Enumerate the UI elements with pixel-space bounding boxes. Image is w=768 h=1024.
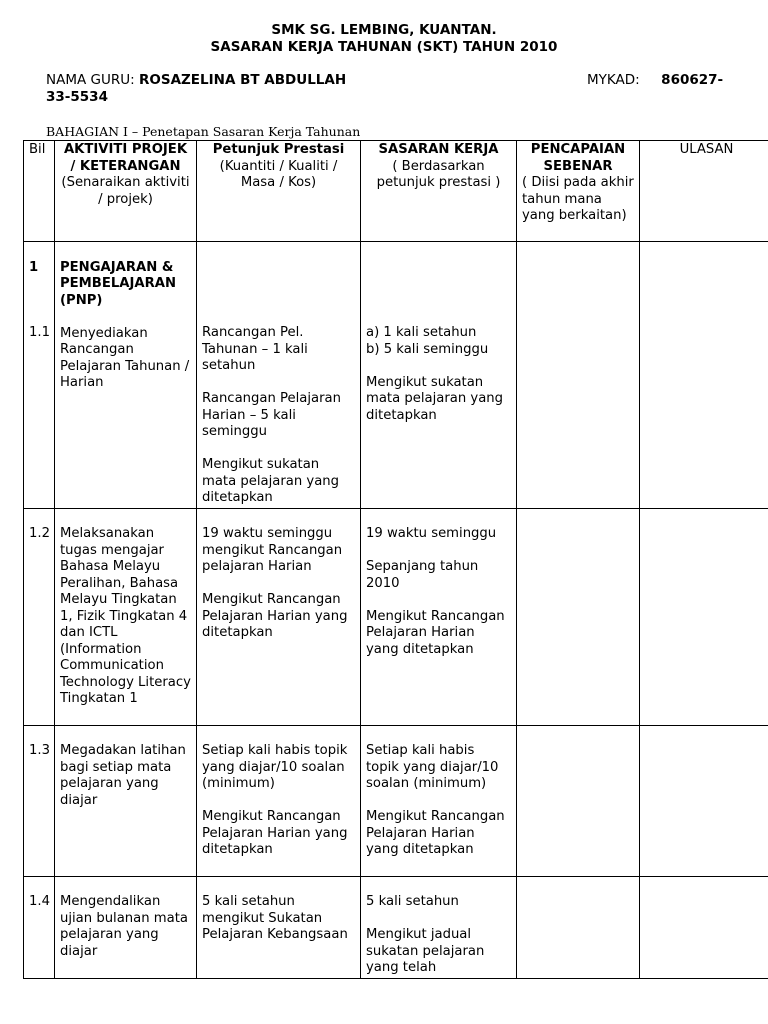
school-name: SMK SG. LEMBING, KUANTAN.	[271, 22, 497, 38]
cell-petunjuk	[197, 508, 361, 725]
document-title: SASARAN KERJA TAHUNAN (SKT) TAHUN 2010	[210, 39, 558, 55]
cell-ulasan	[640, 725, 768, 876]
petunjuk-line: 19 waktu seminggu mengikut Rancangan pelajaran Harian	[202, 526, 343, 574]
sasaran-line: Mengikut sukatan mata pelajaran yang ditetapkan	[366, 374, 504, 423]
sasaran-line: 5 kali setahun	[366, 894, 459, 909]
cell-pencapaian	[517, 242, 640, 509]
col-petunjuk	[197, 141, 361, 242]
sasaran-line: a) 1 kali setahun	[366, 325, 477, 340]
col-ulasan: ULASAN	[640, 141, 768, 242]
nama-guru-label: NAMA GURU:	[46, 72, 135, 88]
col-bil: Bil	[24, 141, 55, 242]
mykad-value: 860627-	[661, 72, 724, 88]
sasaran-line: Setiap kali habis topik yang diajar/10 soalan (minimum)	[366, 743, 499, 791]
cell-aktiviti	[55, 242, 197, 509]
row-aktiviti: Mengendalikan ujian bulanan mata pelajaran yang diajar	[60, 894, 188, 959]
sasaran-line: b) 5 kali seminggu	[366, 341, 489, 357]
cell-bil	[24, 876, 55, 978]
table-row	[24, 876, 768, 978]
col-sasaran	[361, 141, 517, 242]
row-aktiviti: Menyediakan Rancangan Pelajaran Tahunan / Harian	[60, 325, 190, 390]
table-row	[24, 508, 768, 725]
teacher-info	[46, 72, 726, 106]
sasaran-line: Mengikut Rancangan Pelajaran Harian yang ditetapkan	[366, 809, 505, 857]
row-bil: 1.4	[29, 894, 50, 909]
sasaran-line: Mengikut jadual sukatan pelajaran yang telah	[366, 927, 485, 975]
document-header	[0, 22, 768, 56]
cell-aktiviti	[55, 725, 197, 876]
petunjuk-line: Mengikut Rancangan Pelajaran Harian yang ditetapkan	[202, 809, 348, 857]
skt-table	[23, 140, 768, 979]
col-aktiviti-title: AKTIVITI PROJEK / KETERANGAN	[63, 142, 188, 174]
col-sasaran-title: SASARAN KERJA	[378, 142, 499, 157]
cell-sasaran	[361, 242, 517, 509]
cell-sasaran	[361, 725, 517, 876]
table-header-row	[24, 141, 768, 242]
petunjuk-line: Mengikut Rancangan Pelajaran Harian yang ditetapkan	[202, 592, 348, 640]
mykad-field	[587, 72, 723, 89]
cell-petunjuk	[197, 876, 361, 978]
col-petunjuk-sub: (Kuantiti / Kualiti / Masa / Kos)	[219, 158, 338, 190]
sasaran-line: 19 waktu seminggu	[366, 526, 497, 541]
col-petunjuk-title: Petunjuk Prestasi	[212, 142, 345, 157]
col-pencapaian-title: PENCAPAIAN SEBENAR	[530, 142, 626, 174]
col-pencapaian-sub: ( Diisi pada akhir tahun mana yang berkaitan)	[522, 175, 634, 223]
petunjuk-line: 5 kali setahun mengikut Sukatan Pelajaran Kebangsaan	[202, 894, 348, 942]
petunjuk-line: Mengikut sukatan mata pelajaran yang ditetapkan	[202, 457, 340, 505]
table-row	[24, 725, 768, 876]
cell-pencapaian	[517, 508, 640, 725]
cell-sasaran	[361, 508, 517, 725]
row-aktiviti: Megadakan latihan bagi setiap mata pelajaran yang diajar	[60, 743, 186, 808]
section-title-pnp: PENGAJARAN & PEMBELAJARAN (PNP)	[60, 259, 176, 308]
petunjuk-line: Rancangan Pelajaran Harian – 5 kali seminggu	[202, 391, 341, 439]
row-bil: 1.1	[29, 325, 50, 340]
row-bil: 1.2	[29, 526, 50, 541]
table-row	[24, 242, 768, 509]
col-sasaran-sub: ( Berdasarkan petunjuk prestasi )	[376, 158, 501, 190]
mykad-value-continued: 33-5534	[46, 89, 108, 105]
cell-bil	[24, 508, 55, 725]
row-bil: 1.3	[29, 743, 50, 758]
col-pencapaian	[517, 141, 640, 242]
cell-aktiviti	[55, 508, 197, 725]
cell-ulasan	[640, 242, 768, 509]
cell-bil	[24, 725, 55, 876]
cell-petunjuk	[197, 725, 361, 876]
cell-ulasan	[640, 508, 768, 725]
nama-guru-value: ROSAZELINA BT ABDULLAH	[138, 72, 347, 88]
cell-aktiviti	[55, 876, 197, 978]
cell-ulasan	[640, 876, 768, 978]
col-aktiviti	[55, 141, 197, 242]
cell-pencapaian	[517, 725, 640, 876]
cell-petunjuk	[197, 242, 361, 509]
section-title: BAHAGIAN I – Penetapan Sasaran Kerja Tahunan	[46, 124, 361, 139]
petunjuk-line: Setiap kali habis topik yang diajar/10 soalan (minimum)	[202, 743, 348, 791]
sasaran-line: Mengikut Rancangan Pelajaran Harian yang ditetapkan	[366, 608, 505, 657]
cell-bil	[24, 242, 55, 509]
section-bil: 1	[29, 259, 39, 275]
row-aktiviti: Melaksanakan tugas mengajar Bahasa Melayu Peralihan, Bahasa Melayu Tingkatan 1, Fizik Tingkatan 4 dan ICTL (Information Communication Technology Literacy Tingkatan 1	[60, 526, 191, 706]
cell-sasaran	[361, 876, 517, 978]
sasaran-line: Sepanjang tahun 2010	[366, 559, 479, 591]
cell-pencapaian	[517, 876, 640, 978]
col-aktiviti-sub: (Senaraikan aktiviti / projek)	[61, 175, 190, 207]
petunjuk-line: Rancangan Pel. Tahunan – 1 kali setahun	[202, 325, 308, 373]
mykad-label: MYKAD:	[587, 72, 640, 88]
